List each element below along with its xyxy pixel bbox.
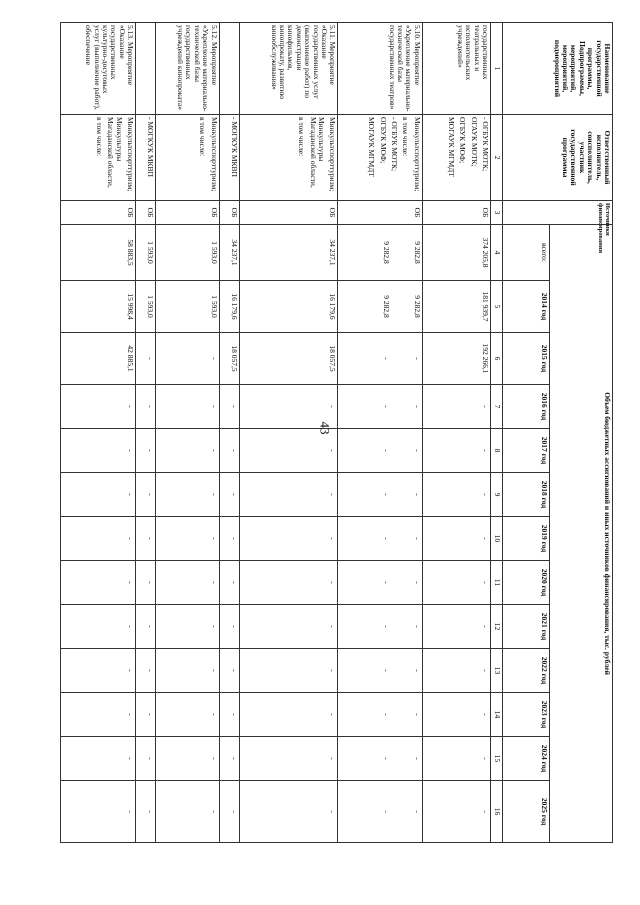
- year-value: -: [481, 537, 490, 540]
- row-name: 5.11. Мероприятие «Оказание государственных услуг (выполнение работ) по демонстрации кинофильмов, кинопрокату, развитию кинообслуживания»: [239, 23, 338, 115]
- col-header-year: 2017 год: [503, 429, 550, 473]
- row-year-value: [219, 693, 239, 737]
- row-name: 5.10. Мероприятие «Укрепление материально-технической базы государственных театров»: [338, 23, 422, 115]
- row-year-value: [239, 781, 338, 843]
- row-year-value: [338, 333, 422, 385]
- year-value: -: [328, 449, 338, 452]
- year-value: -: [126, 493, 136, 496]
- row-year-value: [422, 737, 490, 781]
- row-year-value: [239, 429, 338, 473]
- row-year-value: [239, 605, 338, 649]
- year-value: -: [146, 757, 156, 760]
- year-value: -: [146, 405, 156, 408]
- row-year-value: [61, 649, 136, 693]
- total-value: 374 205,8: [481, 237, 490, 268]
- row-year-value: [338, 281, 422, 333]
- year-value-sub: -: [382, 581, 392, 584]
- year-value: -: [126, 449, 136, 452]
- row-year-value: [422, 385, 490, 429]
- year-value: -: [209, 757, 219, 760]
- row-year-value: [136, 781, 156, 843]
- row-year-value: [61, 281, 136, 333]
- row-year-value: [156, 561, 219, 605]
- row-source: ОБ: [61, 201, 136, 225]
- page-number: 43: [317, 421, 333, 435]
- year-value: -: [412, 581, 422, 584]
- year-value: -: [481, 810, 490, 813]
- year-value: -: [209, 449, 219, 452]
- row-year-value: [239, 737, 338, 781]
- year-value: -: [412, 757, 422, 760]
- year-value: -: [328, 537, 338, 540]
- executor-line: МОГАУК МГМДТ: [367, 117, 377, 177]
- year-value-sub: -: [382, 757, 392, 760]
- row-year-value: [239, 693, 338, 737]
- year-value: -: [209, 537, 219, 540]
- row-year-value: [61, 693, 136, 737]
- row-executor: [422, 115, 490, 201]
- col-header-year: 2024 год: [503, 737, 550, 781]
- executor-line: в том числе:: [198, 117, 208, 157]
- row-year-value: [156, 737, 219, 781]
- row-year-value: [219, 517, 239, 561]
- row-year-value: [136, 737, 156, 781]
- year-value-sub: -: [382, 810, 392, 813]
- year-value: -: [229, 537, 239, 540]
- year-value: -: [328, 405, 338, 408]
- row-year-value: [156, 649, 219, 693]
- row-total: [156, 225, 219, 281]
- executor-line: - ОГБУК МОТК;: [481, 117, 490, 172]
- year-value: -: [328, 810, 338, 813]
- row-year-value: [219, 333, 239, 385]
- year-value: -: [229, 810, 239, 813]
- col-header-total: всего:: [503, 225, 550, 281]
- year-value: -: [412, 493, 422, 496]
- col-header-executor: Ответственный исполнитель, соисполнитель, участник государственной программы: [503, 115, 613, 201]
- row-year-value: [239, 333, 338, 385]
- year-value: 18 057,5: [328, 345, 338, 372]
- row-source: ОБ: [156, 201, 219, 225]
- row-year-value: [338, 693, 422, 737]
- row-source: ОБ: [219, 201, 239, 225]
- executor-line: - МОГКУК МКВП: [229, 117, 239, 177]
- row-year-value: [422, 781, 490, 843]
- year-value: -: [481, 625, 490, 628]
- year-value: -: [412, 405, 422, 408]
- year-value: -: [481, 757, 490, 760]
- year-value: -: [146, 810, 156, 813]
- year-value: -: [229, 581, 239, 584]
- col-header-super: Объем бюджетных ассигнований и иных источников финансирования, тыс. рублей: [550, 225, 613, 843]
- year-value: 192 266,1: [481, 343, 490, 374]
- table-row: [61, 23, 136, 843]
- row-year-value: [338, 781, 422, 843]
- row-year-value: [219, 473, 239, 517]
- year-value: -: [229, 669, 239, 672]
- row-year-value: [422, 693, 490, 737]
- col-number: 5: [491, 281, 503, 333]
- col-number: 15: [491, 737, 503, 781]
- row-year-value: [422, 561, 490, 605]
- year-value: -: [328, 625, 338, 628]
- year-value: 18 057,5: [229, 345, 239, 372]
- row-year-value: [156, 429, 219, 473]
- year-value: 16 179,6: [229, 293, 239, 320]
- col-number: 16: [491, 781, 503, 843]
- row-year-value: [239, 473, 338, 517]
- year-value: 15 998,4: [126, 293, 136, 320]
- year-value: -: [126, 757, 136, 760]
- col-number: 8: [491, 429, 503, 473]
- year-value-sub: -: [382, 493, 392, 496]
- year-value: -: [126, 581, 136, 584]
- year-value-sub: -: [382, 357, 392, 360]
- row-year-value: [338, 737, 422, 781]
- row-year-value: [338, 385, 422, 429]
- table-row: [422, 23, 490, 843]
- row-executor: [61, 115, 136, 201]
- row-year-value: [136, 649, 156, 693]
- row-year-value: [156, 605, 219, 649]
- executor-line: - МОГКУК МКВП: [146, 117, 156, 177]
- row-total: [422, 225, 490, 281]
- year-value: -: [412, 625, 422, 628]
- row-year-value: [136, 561, 156, 605]
- col-header-source: Источники финансирования: [503, 201, 613, 225]
- row-year-value: [219, 737, 239, 781]
- row-year-value: [422, 605, 490, 649]
- row-year-value: [239, 385, 338, 429]
- year-value-sub: -: [382, 537, 392, 540]
- row-year-value: [422, 473, 490, 517]
- year-value: -: [412, 810, 422, 813]
- row-total: [338, 225, 422, 281]
- row-source: ОБ: [239, 201, 338, 225]
- executor-line: - ОГБУК МОТК;: [389, 117, 399, 172]
- row-year-value: [422, 281, 490, 333]
- row-year-value: [61, 473, 136, 517]
- total-value: 9 282,8: [412, 241, 422, 264]
- year-value: -: [328, 493, 338, 496]
- year-value: -: [126, 810, 136, 813]
- row-source: ОБ: [338, 201, 422, 225]
- row-year-value: [136, 605, 156, 649]
- col-number: 11: [491, 561, 503, 605]
- row-year-value: [61, 781, 136, 843]
- row-year-value: [136, 473, 156, 517]
- year-value: -: [209, 713, 219, 716]
- rotated-sheet: [60, 22, 613, 842]
- year-value: 1 593,0: [209, 295, 219, 318]
- row-year-value: [61, 429, 136, 473]
- row-total: [61, 225, 136, 281]
- year-value: -: [146, 493, 156, 496]
- year-value: -: [412, 357, 422, 360]
- year-value: -: [209, 625, 219, 628]
- year-value: -: [209, 669, 219, 672]
- row-year-value: [422, 429, 490, 473]
- row-year-value: [422, 649, 490, 693]
- year-value-sub: 9 282,8: [382, 295, 392, 318]
- row-year-value: [338, 517, 422, 561]
- year-value: 9 282,8: [412, 295, 422, 318]
- year-value-sub: -: [382, 625, 392, 628]
- row-year-value: [156, 693, 219, 737]
- row-year-value: [239, 649, 338, 693]
- row-year-value: [239, 561, 338, 605]
- executor-line: Минкультспорттуризм;: [412, 117, 422, 192]
- row-executor: [338, 115, 422, 201]
- col-number: 13: [491, 649, 503, 693]
- year-value: -: [229, 405, 239, 408]
- col-header-year: 2021 год: [503, 605, 550, 649]
- year-value: -: [481, 669, 490, 672]
- total-value-sub: 9 282,8: [382, 241, 392, 264]
- row-executor: [219, 115, 239, 201]
- row-year-value: [219, 781, 239, 843]
- row-year-value: [338, 473, 422, 517]
- year-value-sub: -: [382, 669, 392, 672]
- row-year-value: [156, 517, 219, 561]
- row-year-value: [156, 781, 219, 843]
- row-year-value: [219, 429, 239, 473]
- row-year-value: [338, 649, 422, 693]
- year-value: -: [209, 810, 219, 813]
- row-year-value: [61, 333, 136, 385]
- year-value: -: [481, 493, 490, 496]
- row-name: 5.12. Мероприятие «Укрепление материально-технической базы государственных учреждений кинопроката»: [156, 23, 219, 115]
- year-value: -: [229, 757, 239, 760]
- row-year-value: [239, 517, 338, 561]
- total-value: 58 883,5: [126, 239, 136, 266]
- col-number: 9: [491, 473, 503, 517]
- year-value-sub: -: [382, 713, 392, 716]
- row-year-value: [156, 385, 219, 429]
- executor-line: Минкультуры Магаданской области,: [308, 117, 326, 188]
- row-year-value: [61, 385, 136, 429]
- year-value: -: [146, 625, 156, 628]
- year-value: -: [146, 449, 156, 452]
- row-year-value: [136, 429, 156, 473]
- col-header-year: 2014 год: [503, 281, 550, 333]
- row-total: [136, 225, 156, 281]
- executor-line: ОГАУК МОТК;: [469, 117, 479, 167]
- year-value: -: [481, 405, 490, 408]
- year-value: -: [412, 449, 422, 452]
- row-source: ОБ: [422, 201, 490, 225]
- col-header-name: Наименование государственной программы, Подпрограммы, мероприятий, мероприятий, подмероприятий: [503, 23, 613, 115]
- year-value: -: [126, 405, 136, 408]
- year-value: -: [146, 537, 156, 540]
- executor-line: в том числе:: [297, 117, 307, 157]
- row-total: [239, 225, 338, 281]
- col-number: 4: [491, 225, 503, 281]
- row-year-value: [136, 333, 156, 385]
- row-year-value: [136, 281, 156, 333]
- year-value: 42 885,1: [126, 345, 136, 372]
- funding-table: [60, 22, 613, 843]
- row-year-value: [156, 333, 219, 385]
- year-value: -: [412, 713, 422, 716]
- year-value: -: [481, 449, 490, 452]
- row-year-value: [219, 649, 239, 693]
- row-year-value: [219, 385, 239, 429]
- year-value: -: [146, 713, 156, 716]
- col-header-year: 2016 год: [503, 385, 550, 429]
- col-header-year: 2015 год: [503, 333, 550, 385]
- row-name: [136, 23, 156, 115]
- row-year-value: [422, 333, 490, 385]
- total-value: 1 593,0: [146, 241, 156, 264]
- row-year-value: [219, 561, 239, 605]
- table-row: [338, 23, 422, 843]
- col-header-year: 2025 год: [503, 781, 550, 843]
- year-value-sub: -: [382, 449, 392, 452]
- row-source: ОБ: [136, 201, 156, 225]
- row-year-value: [156, 473, 219, 517]
- year-value: -: [209, 405, 219, 408]
- row-year-value: [136, 517, 156, 561]
- table-row: [156, 23, 219, 843]
- row-executor: [239, 115, 338, 201]
- row-year-value: [61, 605, 136, 649]
- col-number: 10: [491, 517, 503, 561]
- col-header-year: 2018 год: [503, 473, 550, 517]
- year-value: 1 593,0: [146, 295, 156, 318]
- year-value: -: [229, 449, 239, 452]
- year-value: -: [229, 713, 239, 716]
- year-value: -: [328, 669, 338, 672]
- row-year-value: [61, 517, 136, 561]
- col-header-year: 2023 год: [503, 693, 550, 737]
- year-value: -: [146, 669, 156, 672]
- executor-line: Минкультуры Магаданской области,: [106, 117, 124, 188]
- year-value: 16 179,6: [328, 293, 338, 320]
- row-year-value: [219, 605, 239, 649]
- year-value: -: [328, 757, 338, 760]
- row-year-value: [136, 693, 156, 737]
- row-year-value: [219, 281, 239, 333]
- executor-line: ОГБУК МОФ;: [378, 117, 388, 164]
- row-year-value: [156, 281, 219, 333]
- executor-line: Минкультспорттуризм;: [126, 117, 136, 192]
- row-executor: [136, 115, 156, 201]
- total-value: 1 593,0: [209, 241, 219, 264]
- year-value: -: [328, 581, 338, 584]
- col-number: 7: [491, 385, 503, 429]
- year-value: -: [229, 625, 239, 628]
- total-value: 34 237,1: [328, 239, 338, 266]
- executor-line: Минкультспорттуризм;: [209, 117, 219, 192]
- row-year-value: [136, 385, 156, 429]
- year-value: -: [481, 713, 490, 716]
- year-value: -: [481, 581, 490, 584]
- table-row: [136, 23, 156, 843]
- col-number: 3: [491, 201, 503, 225]
- row-year-value: [239, 281, 338, 333]
- table-row: [219, 23, 239, 843]
- year-value: -: [209, 581, 219, 584]
- total-value: 34 237,1: [229, 239, 239, 266]
- col-header-year: 2022 год: [503, 649, 550, 693]
- row-year-value: [338, 605, 422, 649]
- year-value: -: [412, 669, 422, 672]
- year-value: -: [328, 713, 338, 716]
- row-name: государственных театральных и исполнительских учреждений»: [422, 23, 490, 115]
- row-year-value: [422, 517, 490, 561]
- row-year-value: [338, 561, 422, 605]
- year-value: -: [126, 669, 136, 672]
- executor-line: МОГАУК МГМДТ: [446, 117, 456, 177]
- col-number: 12: [491, 605, 503, 649]
- year-value: -: [209, 493, 219, 496]
- executor-line: в том числе:: [94, 117, 104, 157]
- year-value: -: [146, 357, 156, 360]
- col-number: 14: [491, 693, 503, 737]
- row-year-value: [61, 737, 136, 781]
- row-name: 5.13. Мероприятие «Оказание государственных культурно-досуговых услуг (выполнение работ), обеспечение: [61, 23, 136, 115]
- year-value: -: [209, 357, 219, 360]
- year-value: -: [412, 537, 422, 540]
- row-year-value: [338, 429, 422, 473]
- year-value: -: [229, 493, 239, 496]
- row-name: [219, 23, 239, 115]
- row-year-value: [61, 561, 136, 605]
- col-header-year: 2019 год: [503, 517, 550, 561]
- col-header-year: 2020 год: [503, 561, 550, 605]
- col-number: 2: [491, 115, 503, 201]
- table-row: [239, 23, 338, 843]
- year-value: 181 939,7: [481, 291, 490, 322]
- year-value: -: [126, 713, 136, 716]
- row-executor: [156, 115, 219, 201]
- executor-line: ОГБУК МОФ;: [458, 117, 468, 164]
- year-value-sub: -: [382, 405, 392, 408]
- year-value: -: [126, 625, 136, 628]
- col-number: 1: [491, 23, 503, 115]
- col-number: 6: [491, 333, 503, 385]
- year-value: -: [126, 537, 136, 540]
- year-value: -: [146, 581, 156, 584]
- executor-line: в том числе:: [401, 117, 411, 157]
- executor-line: Минкультспорттуризм;: [328, 117, 338, 192]
- row-total: [219, 225, 239, 281]
